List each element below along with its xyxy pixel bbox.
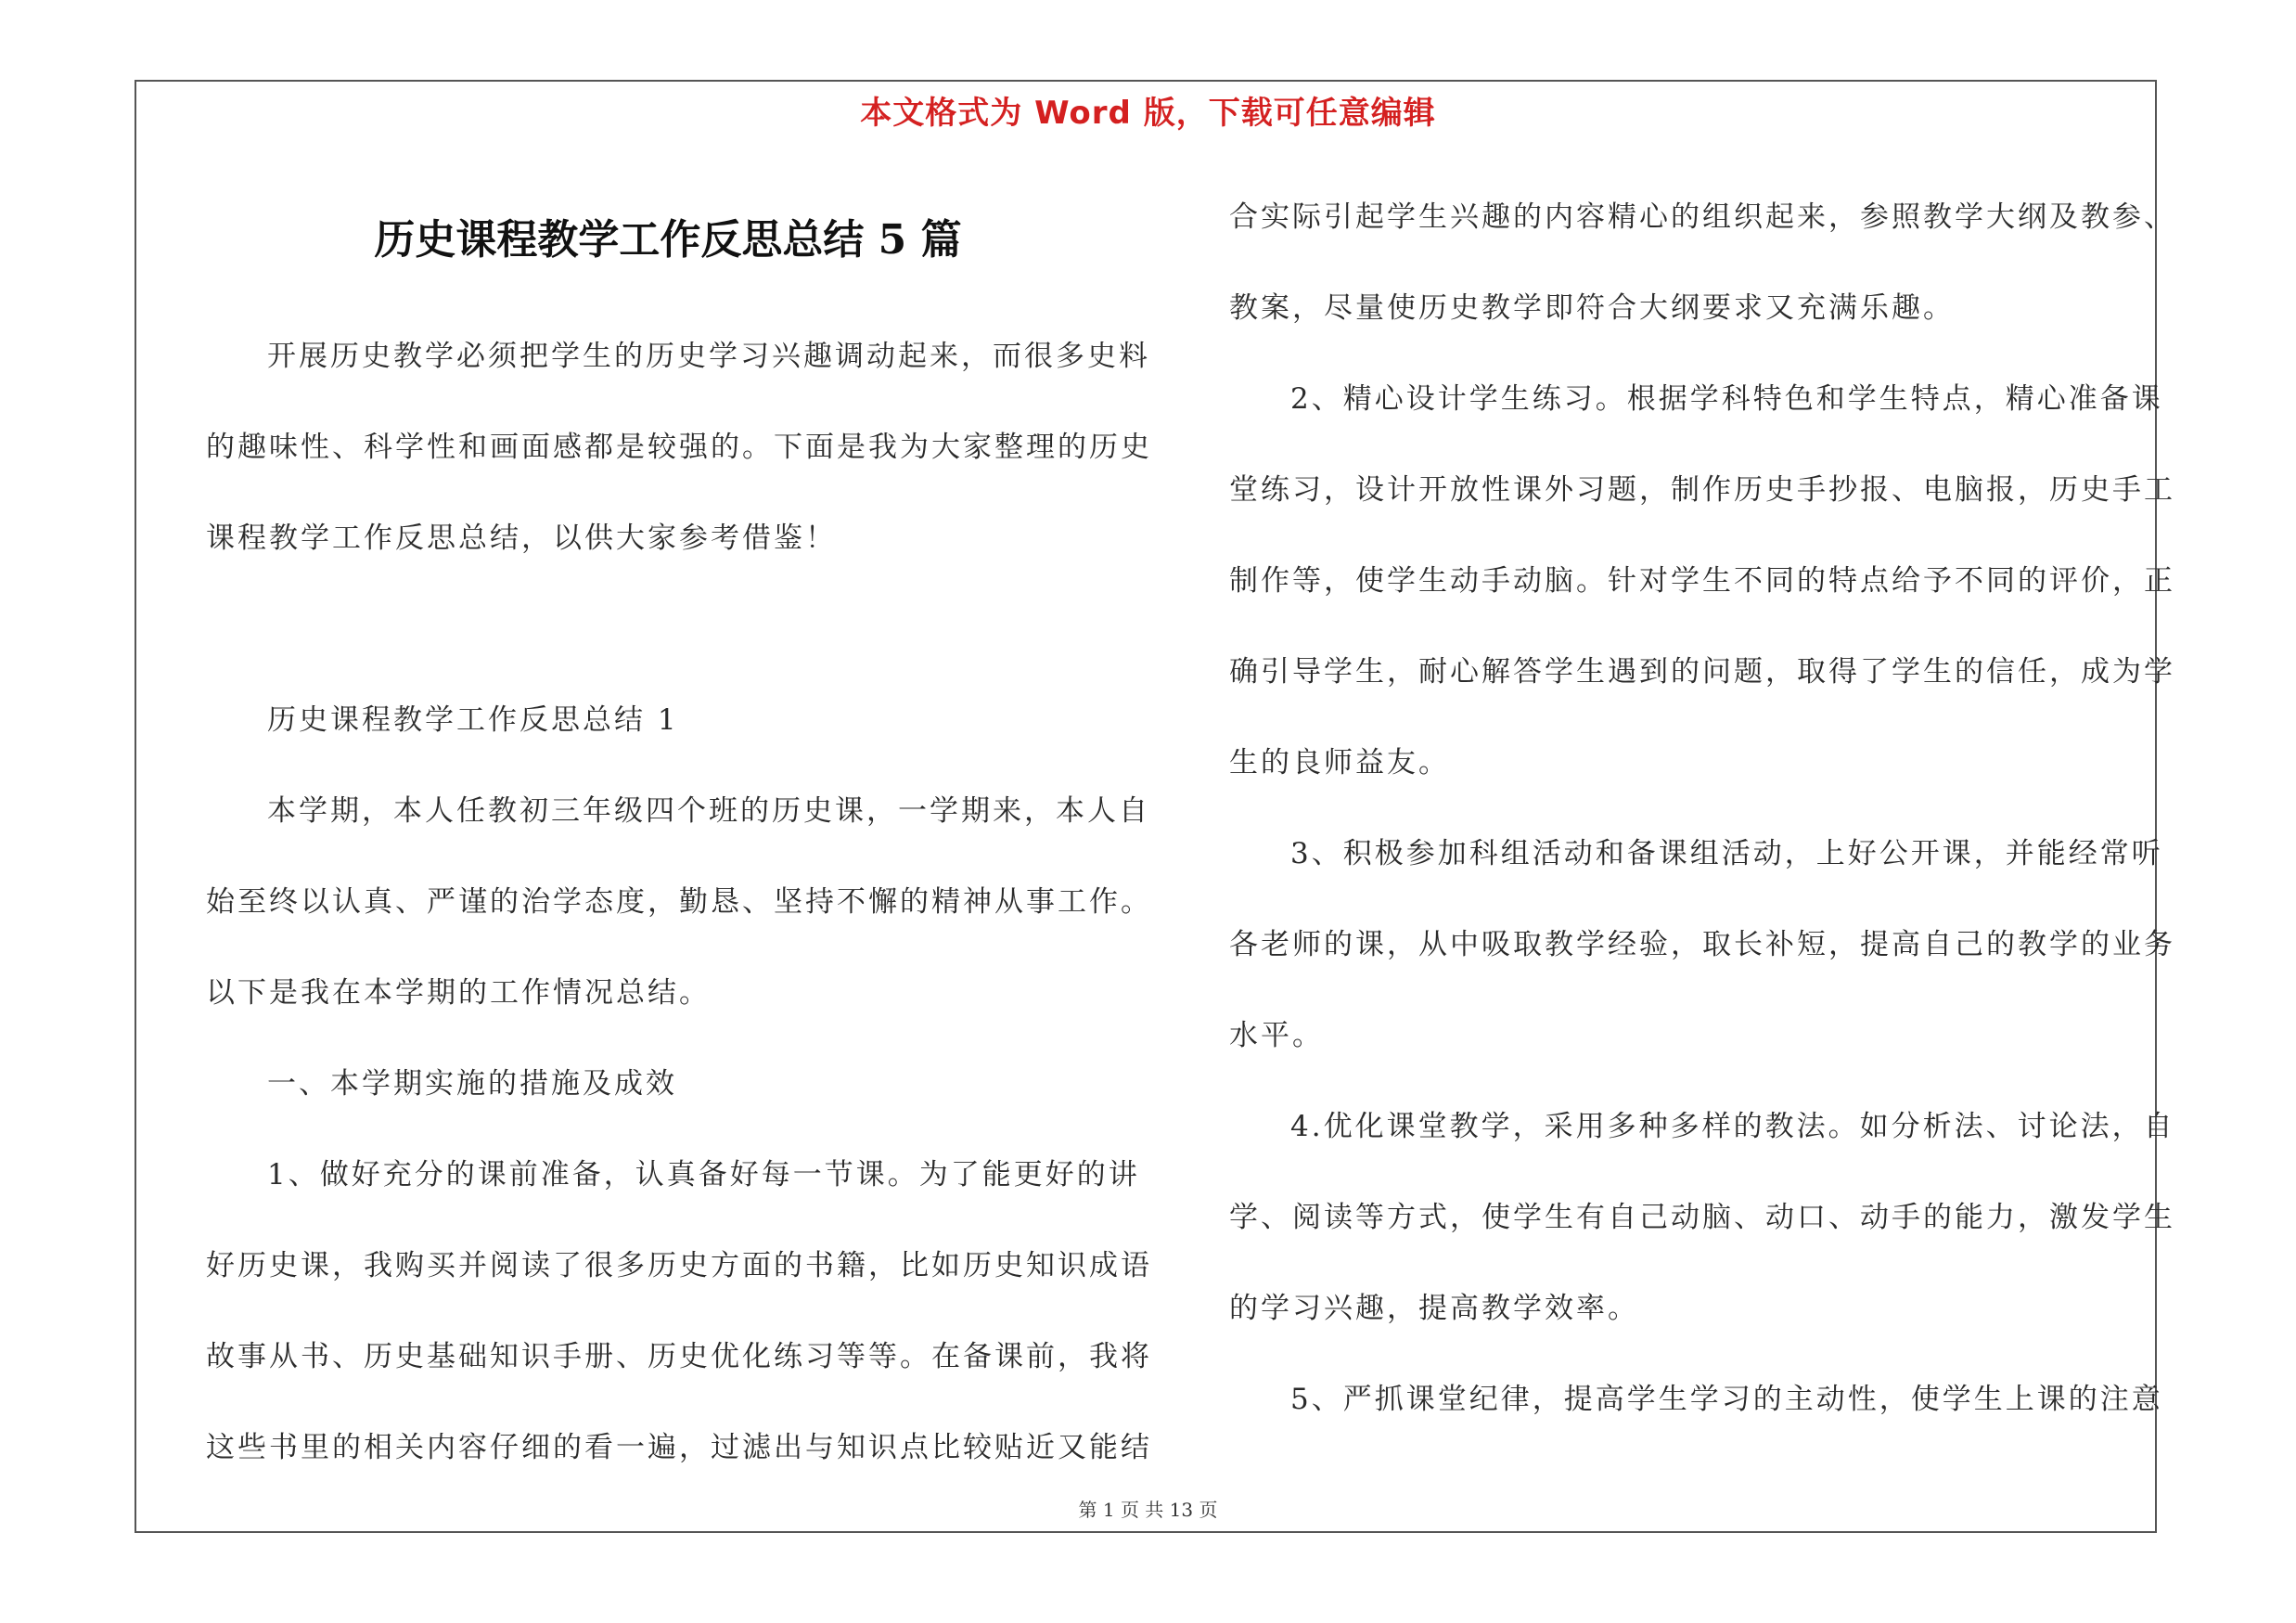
paragraph-line: 生的良师益友。: [1229, 746, 1450, 779]
word-format-banner: 本文格式为 Word 版，下载可任意编辑: [860, 95, 1436, 132]
paragraph-line: 2、精心设计学生练习。根据学科特色和学生特点，精心准备课: [1290, 382, 2163, 416]
page-number-footer: 第 1 页 共 13 页: [1078, 1499, 1218, 1521]
paragraph-line: 开展历史教学必须把学生的历史学习兴趣调动起来，而很多史料: [267, 340, 1150, 373]
paragraph-line: 的学习兴趣，提高教学效率。: [1229, 1292, 1639, 1325]
paragraph-line: 合实际引起学生兴趣的内容精心的组织起来，参照教学大纲及教参、: [1229, 200, 2175, 234]
paragraph-line: 堂练习，设计开放性课外习题，制作历史手抄报、电脑报，历史手工: [1229, 473, 2175, 507]
paragraph-line: 本学期，本人任教初三年级四个班的历史课，一学期来，本人自: [267, 794, 1150, 828]
section-heading: 历史课程教学工作反思总结 1: [267, 703, 679, 737]
paragraph-line: 5、严抓课堂纪律，提高学生学习的主动性，使学生上课的注意: [1290, 1383, 2163, 1416]
paragraph-line: 3、积极参加科组活动和备课组活动，上好公开课，并能经常听: [1290, 837, 2163, 870]
paragraph-line: 水平。: [1229, 1019, 1324, 1052]
paragraph-line: 确引导学生，耐心解答学生遇到的问题，取得了学生的信任，成为学: [1229, 655, 2175, 689]
paragraph-line: 制作等，使学生动手动脑。针对学生不同的特点给予不同的评价，正: [1229, 564, 2175, 598]
paragraph-line: 这些书里的相关内容仔细的看一遍，过滤出与知识点比较贴近又能结: [206, 1431, 1152, 1464]
paragraph-line: 1、做好充分的课前准备，认真备好每一节课。为了能更好的讲: [267, 1158, 1140, 1191]
paragraph-line: 学、阅读等方式，使学生有自己动脑、动口、动手的能力，激发学生: [1229, 1201, 2175, 1234]
paragraph-line: 始至终以认真、严谨的治学态度，勤恳、坚持不懈的精神从事工作。: [206, 885, 1152, 919]
paragraph-line: 好历史课，我购买并阅读了很多历史方面的书籍，比如历史知识成语: [206, 1249, 1152, 1282]
paragraph-line: 以下是我在本学期的工作情况总结。: [206, 976, 711, 1010]
paragraph-line: 各老师的课，从中吸取教学经验，取长补短，提高自己的教学的业务: [1229, 928, 2175, 961]
document-title: 历史课程教学工作反思总结 5 篇: [374, 216, 962, 264]
subheading: 一、本学期实施的措施及成效: [267, 1067, 677, 1101]
paragraph-line: 故事从书、历史基础知识手册、历史优化练习等等。在备课前，我将: [206, 1340, 1152, 1373]
paragraph-line: 的趣味性、科学性和画面感都是较强的。下面是我为大家整理的历史: [206, 431, 1152, 464]
paragraph-line: 课程教学工作反思总结，以供大家参考借鉴！: [206, 522, 837, 555]
paragraph-line: 4.优化课堂教学，采用多种多样的教法。如分析法、讨论法，自: [1290, 1110, 2175, 1143]
paragraph-line: 教案，尽量使历史教学即符合大纲要求又充满乐趣。: [1229, 291, 1955, 325]
